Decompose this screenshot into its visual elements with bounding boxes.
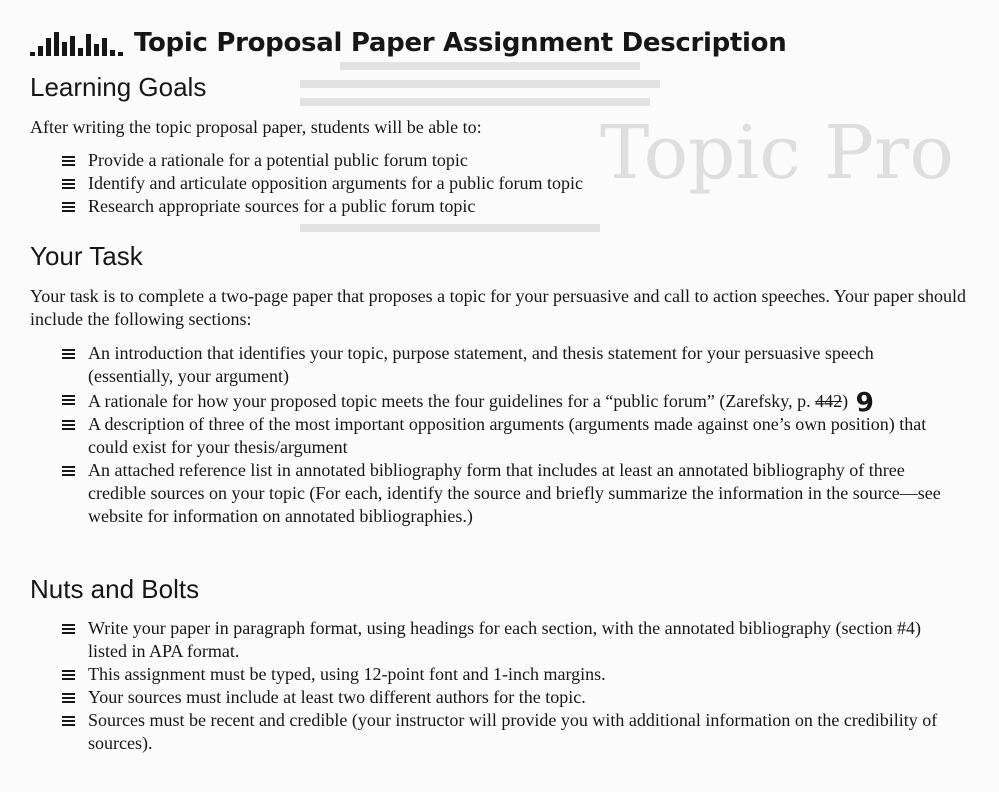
bleed-through-line bbox=[340, 62, 640, 70]
learning-goals-heading: Learning Goals bbox=[30, 72, 207, 102]
bullet-icon bbox=[62, 420, 75, 430]
list-item: Sources must be recent and credible (your instructor will provide you with additional information on the credibility of sources). bbox=[62, 709, 962, 755]
struck-page-number: 442 bbox=[815, 391, 843, 411]
title-row bbox=[30, 28, 786, 58]
bullet-icon bbox=[62, 693, 75, 703]
list-item: A description of three of the most important opposition arguments (arguments made against one’s own position) that could exist for your thesis/argument bbox=[62, 413, 962, 459]
bullet-icon bbox=[62, 670, 75, 680]
bullet-icon bbox=[62, 624, 75, 634]
bullet-icon bbox=[62, 466, 75, 476]
page-title: Topic Proposal Paper Assignment Description bbox=[134, 28, 787, 58]
your-task-heading: Your Task bbox=[30, 241, 143, 271]
nuts-and-bolts-heading: Nuts and Bolts bbox=[30, 574, 200, 604]
bullet-icon bbox=[62, 179, 75, 189]
bullet-icon bbox=[62, 395, 75, 405]
learning-goals-intro: After writing the topic proposal paper, students will be able to: bbox=[30, 117, 482, 137]
your-task-intro: Your task is to complete a two-page paper that proposes a topic for your persuasive and call to action speeches. Your paper should include the following sections: bbox=[30, 286, 966, 329]
handwritten-correction: 9 bbox=[855, 387, 876, 419]
list-item: A rationale for how your proposed topic meets the four guidelines for a “public forum” (Zarefsky, p. 442) 9 bbox=[62, 388, 962, 413]
bleed-through-line bbox=[300, 80, 660, 88]
bullet-icon bbox=[62, 156, 75, 166]
bullet-icon bbox=[62, 349, 75, 359]
bleed-through-line bbox=[300, 98, 650, 106]
bullet-icon bbox=[62, 202, 75, 212]
nuts-and-bolts-list bbox=[62, 617, 962, 755]
list-item: Identify and articulate opposition arguments for a public forum topic bbox=[62, 172, 962, 195]
list-item: Your sources must include at least two different authors for the topic. bbox=[62, 686, 962, 709]
list-item: An introduction that identifies your topic, purpose statement, and thesis statement for your persuasive speech (essentially, your argument) bbox=[62, 342, 962, 388]
bleed-through-line bbox=[300, 224, 600, 232]
bleed-through-text: Topic Pro bbox=[600, 110, 954, 196]
title-decoration-icon bbox=[30, 30, 126, 56]
learning-goals-list bbox=[62, 149, 962, 218]
list-item: Provide a rationale for a potential public forum topic bbox=[62, 149, 962, 172]
list-item: Write your paper in paragraph format, using headings for each section, with the annotated bibliography (section #4) listed in APA format. bbox=[62, 617, 962, 663]
list-item: This assignment must be typed, using 12-point font and 1-inch margins. bbox=[62, 663, 962, 686]
bullet-icon bbox=[62, 716, 75, 726]
list-item: Research appropriate sources for a public forum topic bbox=[62, 195, 962, 218]
your-task-list bbox=[62, 342, 962, 528]
list-item: An attached reference list in annotated bibliography form that includes at least an annotated bibliography of three credible sources on your topic (For each, identify the source and briefly summarize the information in the source—see website for information on annotated bibliographies.) bbox=[62, 459, 962, 528]
